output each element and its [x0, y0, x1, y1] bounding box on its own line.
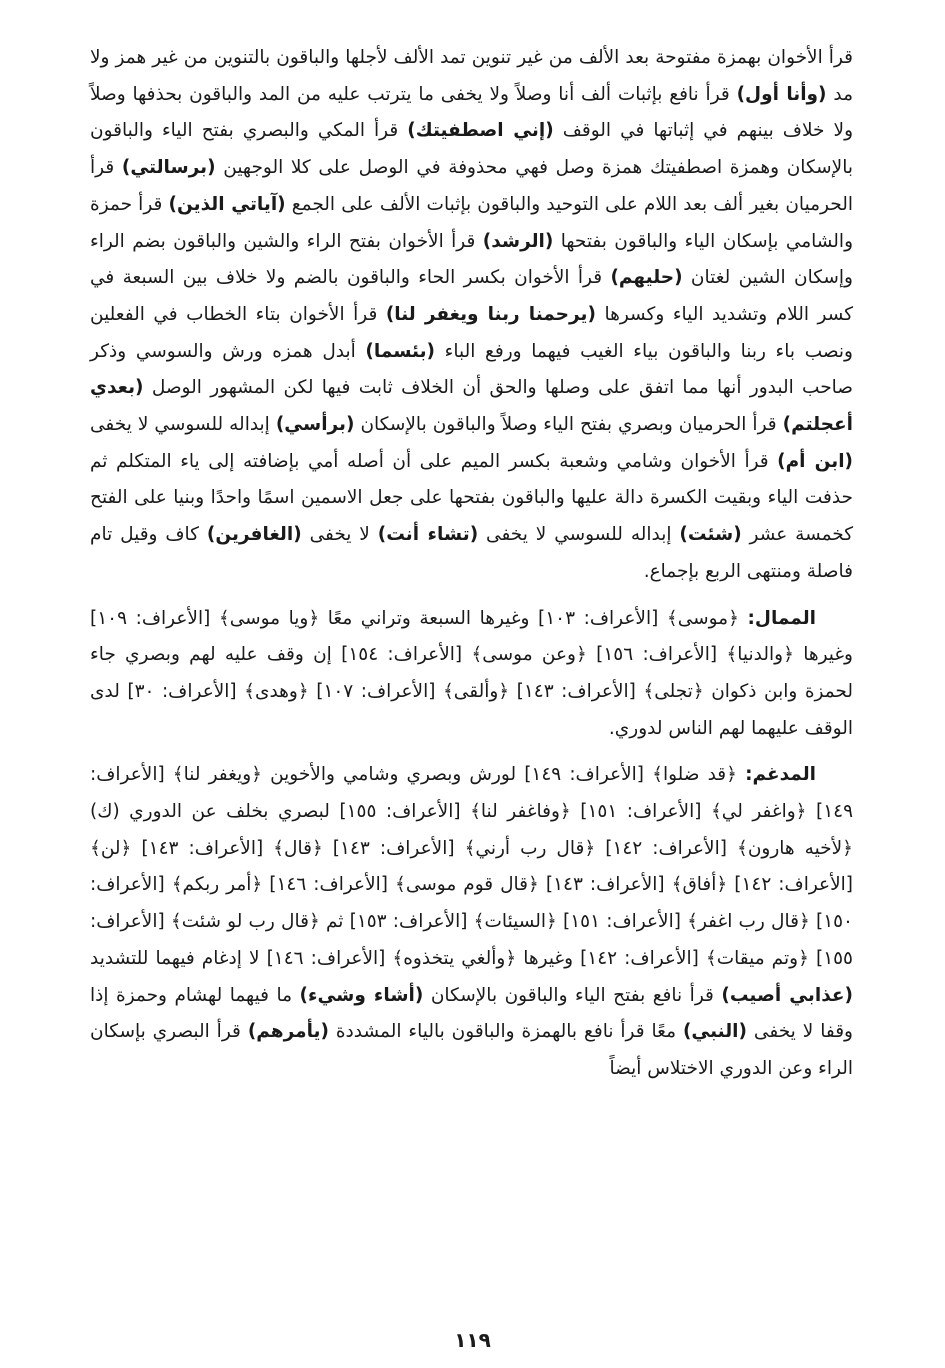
- page-body: [90, 40, 853, 1088]
- section-label-mudgham: المدغم:: [745, 764, 816, 786]
- section-label-mumal: الممال:: [747, 607, 816, 629]
- paragraph-mudgham: المدغم: ﴿قد ضلوا﴾ [الأعراف: ١٤٩] لورش وبصري وشامي والأخوين ﴿ويغفر لنا﴾ [الأعراف: ١٤٩] ﴿واغفر لي﴾ [الأعراف: ١٥١] ﴿وفاغفر لنا﴾ [الأعراف: ١٥٥] لبصري بخلف عن الدوري (ك) ﴿لأخيه هارون﴾ [الأعراف: ١٤٢] ﴿قال رب أرني﴾ [الأعراف: ١٤٣] ﴿قال﴾ [الأعراف: ١٤٣] ﴿لن﴾ [الأعراف: ١٤٢] ﴿أفاق﴾ [الأعراف: ١٤٣] ﴿قال قوم موسى﴾ [الأعراف: ١٤٦] ﴿أمر ربكم﴾ [الأعراف: ١٥٠] ﴿قال رب اغفر﴾ [الأعراف: ١٥١] ﴿السيئات﴾ [الأعراف: ١٥٣] ثم ﴿قال رب لو شئت﴾ [الأعراف: ١٥٥] ﴿وتم ميقات﴾ [الأعراف: ١٤٢] وغيرها ﴿وألغي يتخذوه﴾ [الأعراف: ١٤٦] لا إدغام فيهما للتشديد (عذابي أصيب) قرأ نافع بفتح الياء والباقون بالإسكان (أشاء وشيء) ما فيهما لهشام وحمزة إذا وقفا لا يخفى (النبي) معًا قرأ نافع بالهمزة والباقون بالياء المشددة (يأمرهم) قرأ البصري بإسكان الراء وعن الدوري الاختلاس أيضاً: [90, 764, 854, 1079]
- page-number: ١١٩: [454, 1328, 491, 1352]
- paragraph-readings: قرأ الأخوان بهمزة مفتوحة بعد الألف من غير تنوين تمد الألف لأجلها والباقون بالتنوين من غير همز ولا مد (وأنا أول) قرأ نافع بإثبات ألف أنا وصلاً ولا يخفى ما يترتب عليه من المد والباقون بحذفها وصلاً ولا خلاف بينهم في إثباتها في الوقف (إني اصطفيتك) قرأ المكي والبصري بفتح الياء والباقون بالإسكان وهمزة اصطفيتك همزة وصل فهي محذوفة في الوصل على كلا الوجهين (برسالتي) قرأ الحرميان بغير ألف بعد اللام على التوحيد والباقون بإثبات الألف على الجمع (آياتي الذين) قرأ حمزة والشامي بإسكان الياء والباقون بفتحها (الرشد) قرأ الأخوان بفتح الراء والشين والباقون بضم الراء وإسكان الشين لغتان (حليهم) قرأ الأخوان بكسر الحاء والباقون بالضم ولا خلاف بين السبعة في كسر اللام وتشديد الياء وكسرها (يرحمنا ربنا ويغفر لنا) قرأ الأخوان بتاء الخطاب في الفعلين ونصب باء ربنا والباقون بياء الغيب فيهما ورفع الباء (بئسما) أبدل همزه ورش والسوسي وذكر صاحب البدور أنها مما اتفق على وصلها والحق أن الخلاف ثابت فيها لكن المشهور الوصل (بعدي أعجلتم) قرأ الحرميان وبصري بفتح الياء وصلاً والباقون بالإسكان (برأسي) إبداله للسوسي لا يخفى (ابن أم) قرأ الأخوان وشامي وشعبة بكسر الميم على أن أصله أمي بإضافته إلى ياء المتكلم ثم حذفت الياء وبقيت الكسرة دالة عليها والباقون بفتحها على جعل الاسمين اسمًا واحدًا وبنيا على الفتح كخمسة عشر (شئت) إبداله للسوسي لا يخفى (تشاء أنت) لا يخفى (الغافرين) كاف وقيل تام فاصلة ومنتهى الربع بإجماع.: [90, 47, 854, 582]
- paragraph-mumal: الممال: ﴿موسى﴾ [الأعراف: ١٠٣] وغيرها السبعة وتراني معًا ﴿ويا موسى﴾ [الأعراف: ١٠٩] وغيرها ﴿والدنيا﴾ [الأعراف: ١٥٦] ﴿وعن موسى﴾ [الأعراف: ١٥٤] إن وقف عليه لهم وبصري جاء لحمزة وابن ذكوان ﴿تجلى﴾ [الأعراف: ١٤٣] ﴿وألقى﴾ [الأعراف: ١٠٧] ﴿وهدى﴾ [الأعراف: ٣٠] لدى الوقف عليهما لهم الناس لدوري.: [90, 607, 854, 739]
